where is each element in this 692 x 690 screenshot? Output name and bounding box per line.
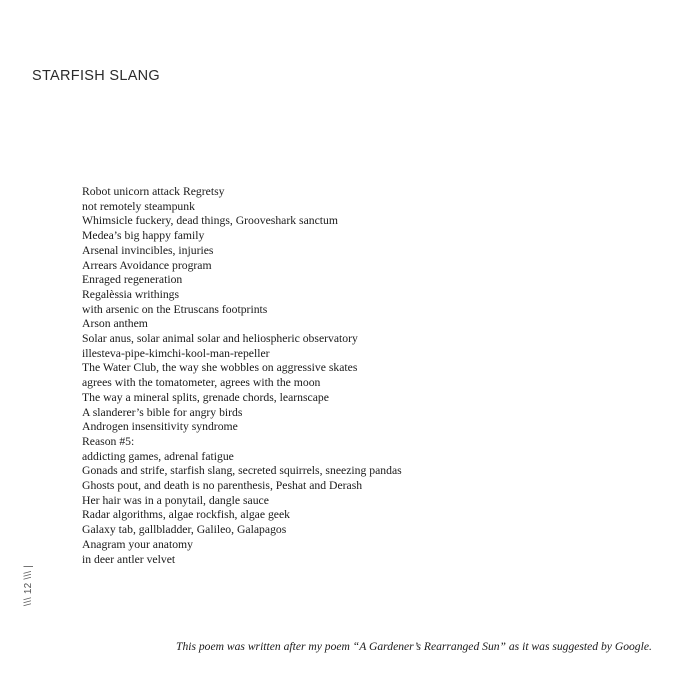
poem-line: in deer antler velvet xyxy=(82,552,176,566)
poem-line: Gonads and strife, starfish slang, secreted squirrels, sneezing pandas xyxy=(82,464,402,478)
poem-line: Galaxy tab, gallbladder, Galileo, Galapagos xyxy=(82,523,287,537)
poem-line: The way a mineral splits, grenade chords, learnscape xyxy=(82,390,329,404)
poem-body xyxy=(82,185,402,567)
poem-line: Solar anus, solar animal solar and heliospheric observatory xyxy=(82,332,358,346)
page-number xyxy=(22,562,36,608)
poem-line: addicting games, adrenal fatigue xyxy=(82,449,234,463)
poem-line: Arrears Avoidance program xyxy=(82,258,212,272)
poem-line: agrees with the tomatometer, agrees with the moon xyxy=(82,376,321,390)
poem-title: STARFISH SLANG xyxy=(32,68,161,84)
poem-line: Medea’s big happy family xyxy=(82,229,205,243)
poem-line: Her hair was in a ponytail, dangle sauce xyxy=(82,493,269,507)
poem-line: not remotely steampunk xyxy=(82,199,195,213)
poem-line: Radar algorithms, algae rockfish, algae geek xyxy=(82,508,291,522)
poem-line: Robot unicorn attack Regretsy xyxy=(82,185,225,198)
poem-line: Arson anthem xyxy=(82,317,148,331)
poem-line: Whimsicle fuckery, dead things, Grooveshark sanctum xyxy=(82,214,338,228)
poem-line: A slanderer’s bible for angry birds xyxy=(82,405,243,419)
poem-line: Androgen insensitivity syndrome xyxy=(82,420,238,434)
poem-line: Enraged regeneration xyxy=(82,273,183,287)
poem-line: with arsenic on the Etruscans footprints xyxy=(82,302,268,316)
poem-line: Anagram your anatomy xyxy=(82,537,193,551)
poem-line: Ghosts pout, and death is no parenthesis, Peshat and Derash xyxy=(82,479,363,493)
poem-line: Arsenal invincibles, injuries xyxy=(82,243,214,257)
poem-line: Reason #5: xyxy=(82,434,135,448)
poem-footnote: This poem was written after my poem “A Gardener’s Rearranged Sun” as it was suggested by Google. xyxy=(176,640,652,653)
page-number-text: \\\ 12 \\\ | xyxy=(23,564,35,606)
poem-line: The Water Club, the way she wobbles on aggressive skates xyxy=(82,361,358,375)
poem-line: illesteva-pipe-kimchi-kool-man-repeller xyxy=(82,346,270,360)
poem-line: Regalèssia writhings xyxy=(82,287,180,301)
